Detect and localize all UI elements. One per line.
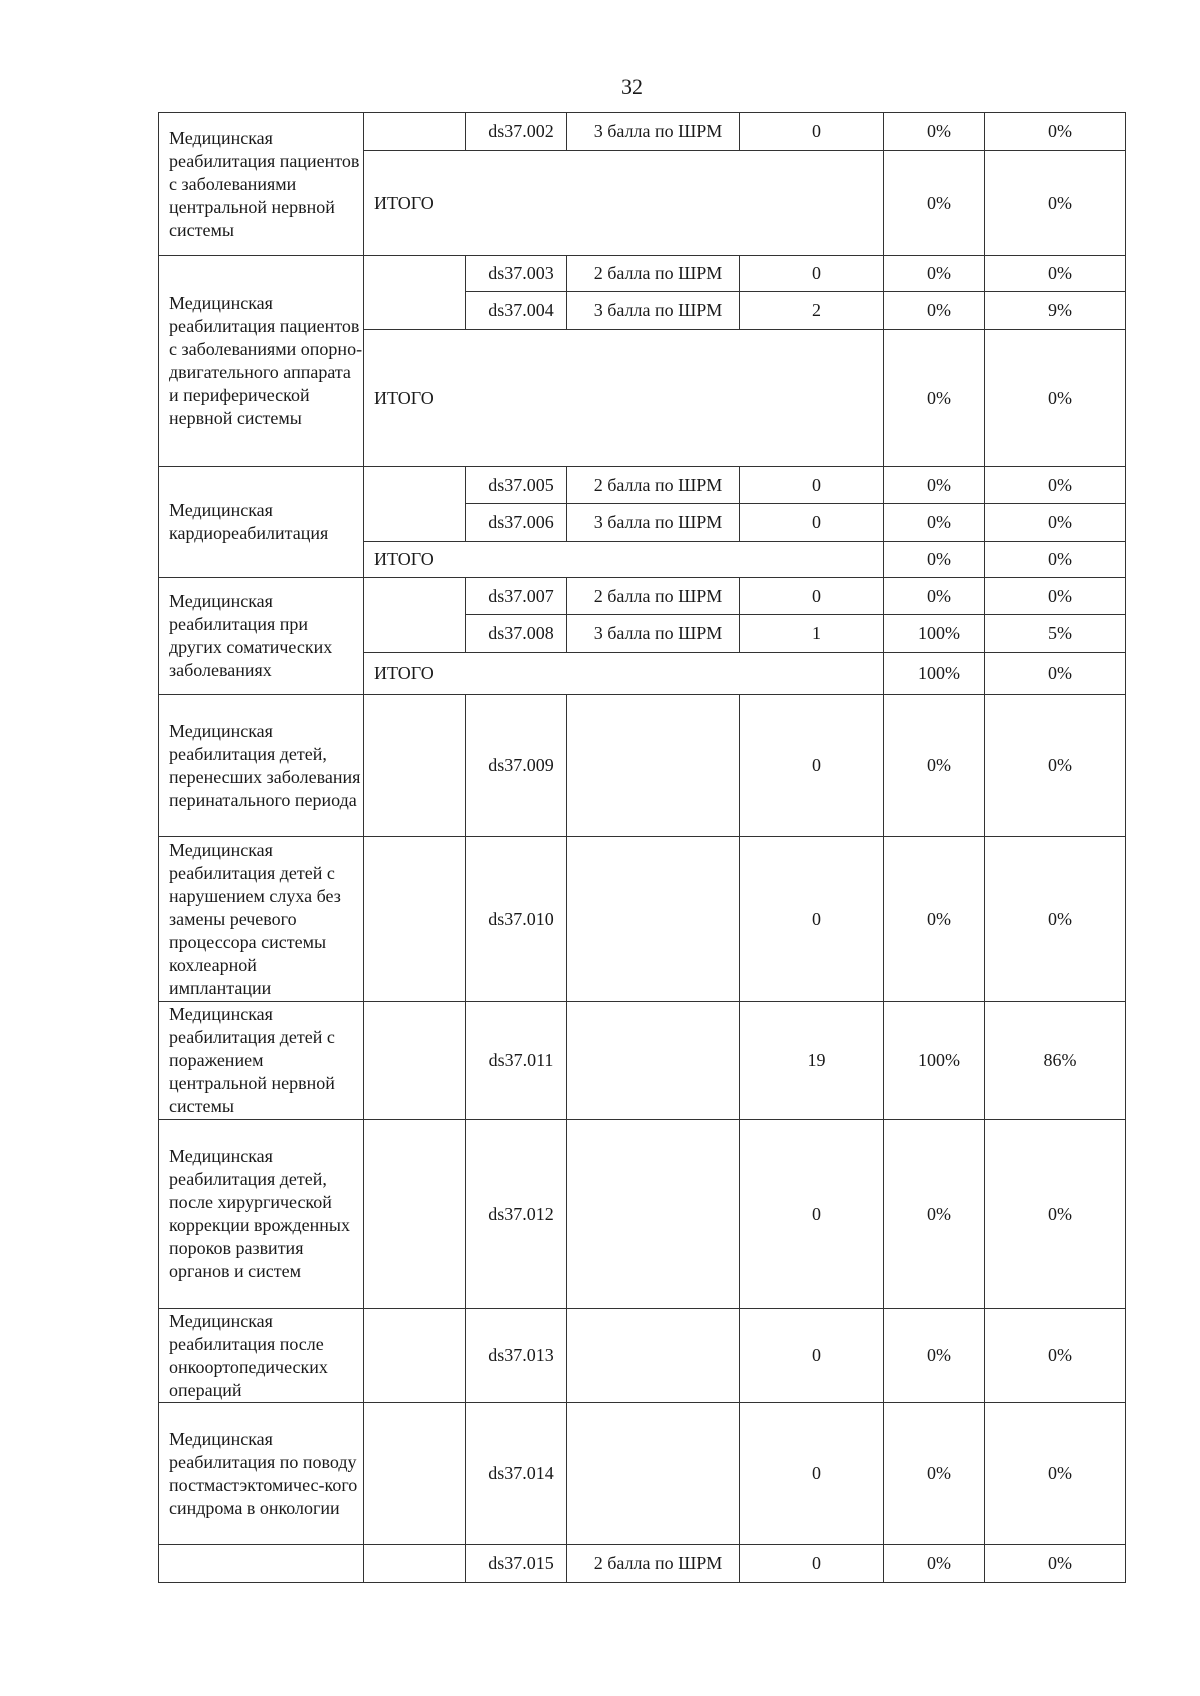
percent-cell: 0% xyxy=(884,151,985,256)
description-cell: 2 балла по ШРМ xyxy=(567,578,740,615)
code-cell: ds37.011 xyxy=(466,1002,567,1120)
code-cell: ds37.014 xyxy=(466,1403,567,1545)
percent-cell: 0% xyxy=(985,1309,1126,1403)
code-cell: ds37.006 xyxy=(466,504,567,542)
percent-cell: 0% xyxy=(985,695,1126,837)
percent-cell: 0% xyxy=(884,113,985,151)
percent-cell: 0% xyxy=(884,256,985,292)
category-name xyxy=(159,1545,364,1583)
category-name: Медицинская реабилитация при других соматических заболеваниях xyxy=(159,578,364,695)
code-cell: ds37.007 xyxy=(466,578,567,615)
percent-cell: 100% xyxy=(884,615,985,653)
total-label: ИТОГО xyxy=(364,330,884,467)
percent-cell: 5% xyxy=(985,615,1126,653)
code-cell: ds37.003 xyxy=(466,256,567,292)
percent-cell: 0% xyxy=(985,256,1126,292)
table-row xyxy=(159,256,1126,292)
code-cell: ds37.015 xyxy=(466,1545,567,1583)
percent-cell: 0% xyxy=(985,1403,1126,1545)
category-name: Медицинская реабилитация пациентов с заболеваниями опорно-двигательного аппарата и периферической нервной системы xyxy=(159,256,364,467)
percent-cell: 0% xyxy=(884,1545,985,1583)
percent-cell: 0% xyxy=(985,578,1126,615)
category-name: Медицинская реабилитация детей с поражением центральной нервной системы xyxy=(159,1002,364,1120)
code-cell: ds37.012 xyxy=(466,1120,567,1309)
percent-cell: 0% xyxy=(985,504,1126,542)
percent-cell: 0% xyxy=(884,695,985,837)
table-row xyxy=(159,1309,1126,1403)
percent-cell: 100% xyxy=(884,1002,985,1120)
description-cell: 3 балла по ШРМ xyxy=(567,615,740,653)
value-cell: 0 xyxy=(740,695,884,837)
table-row xyxy=(159,1002,1126,1120)
percent-cell: 0% xyxy=(884,542,985,578)
category-name: Медицинская кардиореабилитация xyxy=(159,467,364,578)
code-cell: ds37.008 xyxy=(466,615,567,653)
code-cell: ds37.005 xyxy=(466,467,567,504)
description-cell: 3 балла по ШРМ xyxy=(567,292,740,330)
value-cell: 0 xyxy=(740,578,884,615)
code-cell: ds37.013 xyxy=(466,1309,567,1403)
table-row xyxy=(159,467,1126,504)
percent-cell: 0% xyxy=(884,1120,985,1309)
value-cell: 1 xyxy=(740,615,884,653)
percent-cell: 0% xyxy=(985,653,1126,695)
category-name: Медицинская реабилитация детей с нарушением слуха без замены речевого процессора системы кохлеарной имплантации xyxy=(159,837,364,1002)
category-name: Медицинская реабилитация пациентов с заболеваниями центральной нервной системы xyxy=(159,113,364,256)
percent-cell: 0% xyxy=(884,330,985,467)
description-cell: 3 балла по ШРМ xyxy=(567,113,740,151)
total-label: ИТОГО xyxy=(364,151,884,256)
category-name: Медицинская реабилитация детей, после хирургической коррекции врожденных пороков развития органов и систем xyxy=(159,1120,364,1309)
percent-cell: 0% xyxy=(985,151,1126,256)
value-cell: 0 xyxy=(740,837,884,1002)
table-row xyxy=(159,578,1126,615)
percent-cell: 0% xyxy=(985,837,1126,1002)
code-cell: ds37.002 xyxy=(466,113,567,151)
description-cell: 2 балла по ШРМ xyxy=(567,467,740,504)
category-name: Медицинская реабилитация по поводу постмастэктомичес-кого синдрома в онкологии xyxy=(159,1403,364,1545)
table-row xyxy=(159,1545,1126,1583)
percent-cell: 0% xyxy=(884,504,985,542)
percent-cell: 100% xyxy=(884,653,985,695)
page-number: 32 xyxy=(621,74,643,99)
table-row xyxy=(159,113,1126,151)
value-cell: 0 xyxy=(740,1120,884,1309)
data-table xyxy=(158,112,1126,1583)
table-row xyxy=(159,837,1126,1002)
description-cell: 3 балла по ШРМ xyxy=(567,504,740,542)
value-cell: 0 xyxy=(740,113,884,151)
value-cell: 0 xyxy=(740,1545,884,1583)
table-row xyxy=(159,1120,1126,1309)
percent-cell: 0% xyxy=(884,1403,985,1545)
percent-cell: 86% xyxy=(985,1002,1126,1120)
description-cell: 2 балла по ШРМ xyxy=(567,256,740,292)
value-cell: 0 xyxy=(740,504,884,542)
code-cell: ds37.004 xyxy=(466,292,567,330)
category-name: Медицинская реабилитация детей, перенесших заболевания перинатального периода xyxy=(159,695,364,837)
percent-cell: 0% xyxy=(985,467,1126,504)
percent-cell: 0% xyxy=(985,330,1126,467)
description-cell: 2 балла по ШРМ xyxy=(567,1545,740,1583)
percent-cell: 0% xyxy=(884,292,985,330)
percent-cell: 0% xyxy=(985,113,1126,151)
value-cell: 0 xyxy=(740,1309,884,1403)
code-cell: ds37.009 xyxy=(466,695,567,837)
value-cell: 0 xyxy=(740,1403,884,1545)
percent-cell: 0% xyxy=(985,542,1126,578)
category-name: Медицинская реабилитация после онкоортопедических операций xyxy=(159,1309,364,1403)
percent-cell: 0% xyxy=(884,578,985,615)
value-cell: 2 xyxy=(740,292,884,330)
percent-cell: 0% xyxy=(884,1309,985,1403)
value-cell: 19 xyxy=(740,1002,884,1120)
total-label: ИТОГО xyxy=(364,653,884,695)
percent-cell: 0% xyxy=(985,1120,1126,1309)
total-label: ИТОГО xyxy=(364,542,884,578)
value-cell: 0 xyxy=(740,467,884,504)
percent-cell: 9% xyxy=(985,292,1126,330)
code-cell: ds37.010 xyxy=(466,837,567,1002)
percent-cell: 0% xyxy=(884,467,985,504)
percent-cell: 0% xyxy=(985,1545,1126,1583)
table-row xyxy=(159,695,1126,837)
table-row xyxy=(159,1403,1126,1545)
value-cell: 0 xyxy=(740,256,884,292)
percent-cell: 0% xyxy=(884,837,985,1002)
